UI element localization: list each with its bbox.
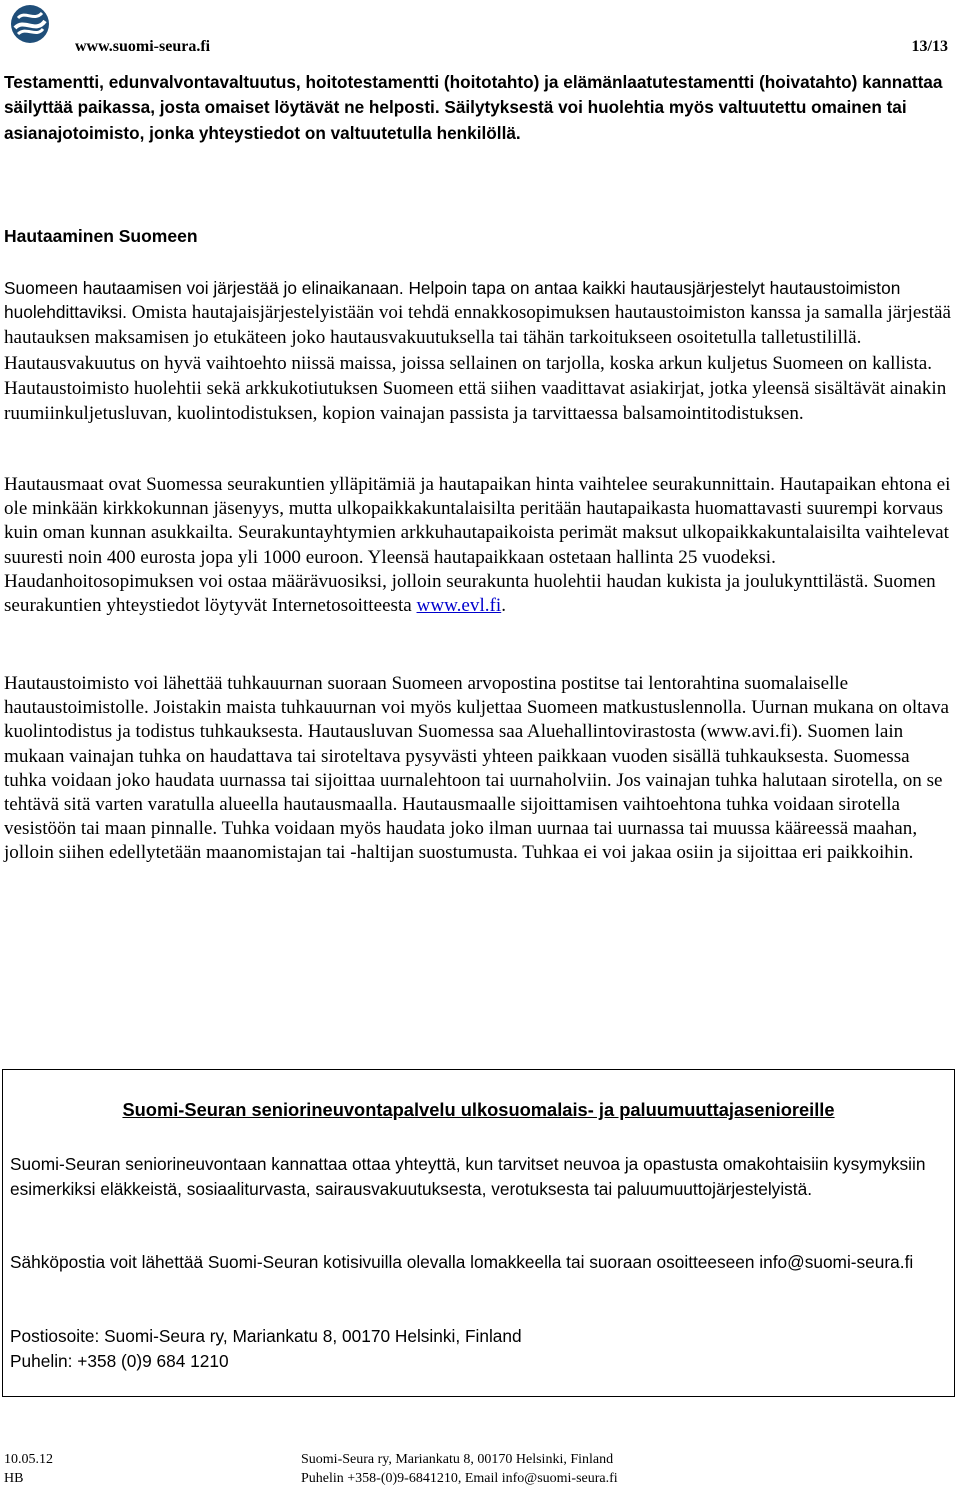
paragraph-cemeteries-text: Hautausmaat ovat Suomessa seurakuntien ylläpitämiä ja hautapaikan hinta vaihtelee seurakunnittain. Hautapaikan ehtona ei ole minkään kirkkokunnan jäsenyys, mutta ulkopaikkakuntalaisilta peritään hautapaikasta huomattavasti suurempi korvaus kuin oman kunnan asukkailta. Seurakuntayhtymien arkkuhautapaikoista perimät maksut ulkopaikkakuntalaisilta vaihtelevat suuresti noin 400 eurosta jopa yli 1000 euroon. Yleensä hautapaikkaan ostetaan hallinta 25 vuodeksi. Haudanhoitosopimuksen voi ostaa määrävuosiksi, jolloin seurakunta huolehtii haudan kukista ja joulukynttilästä. Suomen seurakuntien yhteystiedot löytyvät Internetosoitteesta (4, 474, 951, 617)
footer-initials: HB (4, 1471, 24, 1486)
box-address: Postiosoite: Suomi-Seura ry, Mariankatu 8, 00170 Helsinki, Finland (10, 1326, 522, 1346)
box-paragraph-contact: Suomi-Seuran seniorineuvontaan kannattaa ottaa yhteyttä, kun tarvitset neuvoa ja opastusta omakohtaisiin kysymyksiin esimerkiksi eläkkeistä, sosiaaliturvasta, sairausvakuutuksesta, verotuksesta tai paluumuuttojärjestelyistä. (10, 1154, 926, 1199)
paragraph-sans-part: Suomeen hautaamisen voi järjestää jo elinaikanaan. Helpoin tapa on antaa kaikki hautausjärjestelyt hautaustoimiston huolehdittaviksi. (4, 278, 901, 323)
footer-left (4, 1450, 53, 1488)
footer-contact: Puhelin +358-(0)9-6841210, Email info@suomi-seura.fi (301, 1471, 618, 1486)
section-heading: Hautaaminen Suomeen (4, 226, 198, 246)
intro-paragraph: Testamentti, edunvalvontavaltuutus, hoitotestamentti (hoitotahto) ja elämänlaatutestamentti (hoivatahto) kannattaa säilyttää paikassa, josta omaiset löytävät ne helposti. Säilytyksestä voi huolehtia myös valtuutettu omainen tai asianajotoimisto, jonka yhteystiedot on valtuutetulla henkilöllä. (4, 72, 943, 143)
senior-service-box (2, 1069, 955, 1397)
paragraph-burial-intro (4, 276, 954, 426)
box-title: Suomi-Seuran seniorineuvontapalvelu ulkosuomalais- ja paluumuuttajasenioreille (122, 1099, 835, 1120)
footer-address: Suomi-Seura ry, Mariankatu 8, 00170 Helsinki, Finland (301, 1452, 614, 1467)
paragraph-end: . (501, 595, 506, 617)
suomi-seura-logo-icon (10, 4, 50, 44)
box-paragraph-email: Sähköpostia voit lähettää Suomi-Seuran kotisivuilla olevalla lomakkeella tai suoraan osoitteeseen info@suomi-seura.fi (10, 1252, 914, 1272)
paragraph-cemeteries (4, 473, 954, 618)
footer-date: 10.05.12 (4, 1452, 53, 1467)
paragraph-urn: Hautaustoimisto voi lähettää tuhkauurnan suoraan Suomeen arvopostina postitse tai lentorahtina suomalaiselle hautaustoimistolle. Joistakin maista tuhkauurnan voi myös kuljettaa Suomeen matkustuslennolla. Uurnan mukana on oltava kuolintodistus ja todistus tuhkauksesta. Hautausluvan Suomessa saa Aluehallintovirastosta (www.avi.fi). Suomen lain mukaan vainajan tuhka on haudattava tai siroteltava pysyvästi yhteen paikkaan vuoden sisällä tuhkauksesta. Suomessa tuhka voidaan joko haudata uurnassa tai sijoittaa uurnalehtoon tai uurnaholviin. Jos vainajan tuhka halutaan sirotella, on se tehtävä sitä varten varatulla alueella hautausmaalla. Hautausmaalle sijoittamisen vaihtoehtona tuhka voidaan sirotella vesistöön tai maan pinnalle. Tuhka voidaan myös haudata joko ilman uurnaa tai uurnassa tai muussa kääreessä maahan, jolloin siihen edellytetään maanomistajan tai -haltijan suostumusta. Tuhkaa ei voi jakaa osiin ja sijoittaa eri paikkoihin. (4, 673, 949, 864)
page-number: 13/13 (911, 38, 948, 55)
evl-link[interactable]: www.evl.fi (416, 595, 502, 617)
footer-right (301, 1450, 618, 1488)
site-url[interactable]: www.suomi-seura.fi (75, 38, 211, 55)
paragraph-serif-part: Omista hautajaisjärjestelyistään voi tehdä ennakkosopimuksen hautaustoimiston kanssa ja samalla järjestää hautauksen maksamisen jo etukäteen joko hautausvakuutuksella tai tähän tarkoitukseen osoitetulla talletustilillä. Hautausvakuutus on hyvä vaihtoehto niissä maissa, joissa sellainen on tarjolla, koska arkun kuljetus Suomeen on kallista. Hautaustoimisto huolehtii sekä arkkukotiutuksen Suomeen että siihen vaadittavat asiakirjat, jotka yleensä sisältävät ainakin ruumiinkuljetusluvan, kuolintodistuksen, kopion vainajan passista ja tarvittaessa balsamointitodistuksen. (4, 302, 952, 425)
box-phone: Puhelin: +358 (0)9 684 1210 (10, 1351, 229, 1371)
